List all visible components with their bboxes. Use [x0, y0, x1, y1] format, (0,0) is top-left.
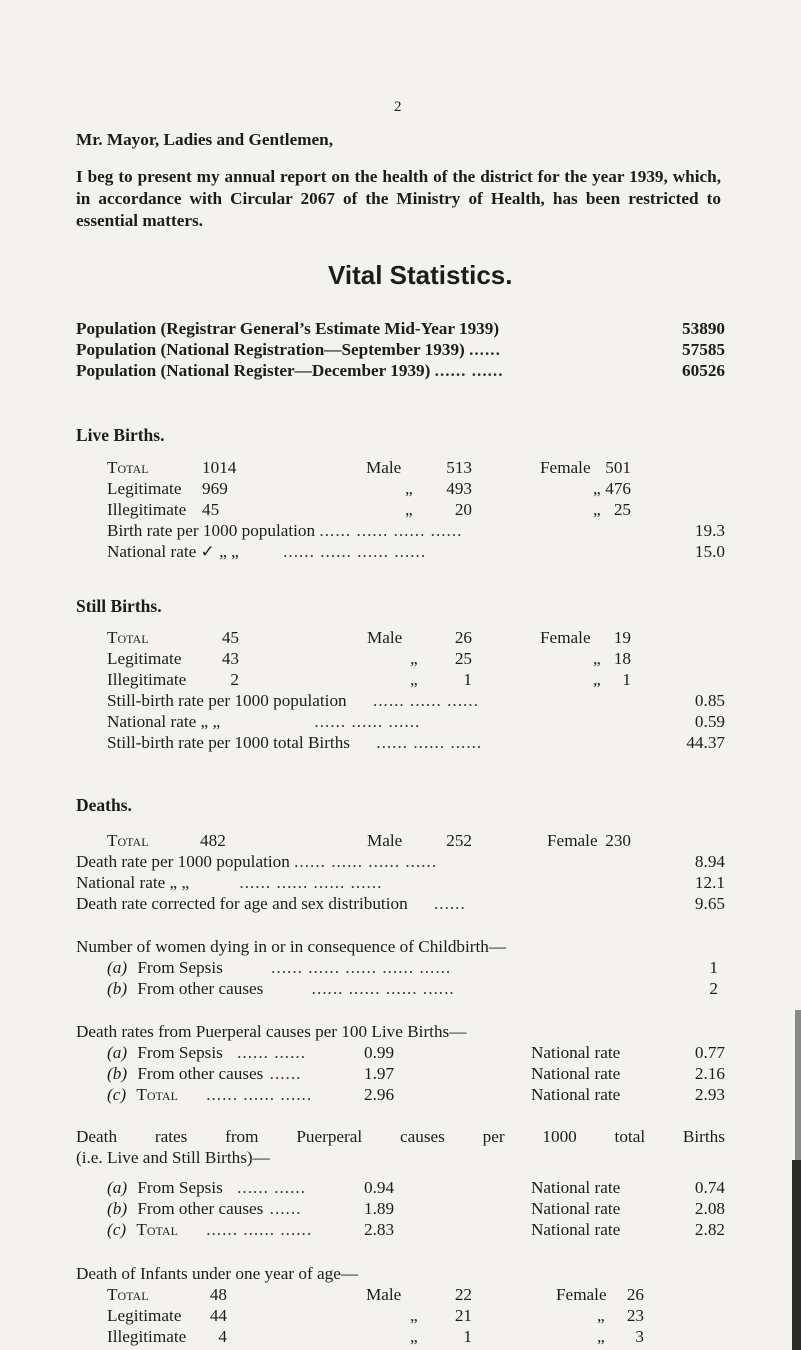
- item-label: From Sepsis: [137, 1043, 223, 1062]
- item-value: 2.83: [364, 1220, 395, 1239]
- rate-label: National rate ✓ „ „: [107, 542, 239, 561]
- female-label: Female: [556, 1285, 607, 1304]
- female-value: 501: [605, 458, 631, 477]
- male-value: 1: [463, 1327, 472, 1346]
- rate-row: [107, 691, 479, 711]
- male-value: 513: [446, 458, 472, 477]
- section-title: Vital Statistics.: [328, 260, 513, 290]
- male-label: „: [410, 649, 418, 668]
- item-key: (b): [107, 1199, 128, 1218]
- national-rate-label: National rate: [531, 1178, 621, 1197]
- intro-word: Death: [76, 1127, 118, 1146]
- male-value: 252: [446, 831, 472, 850]
- intro-paragraph: I beg to present my annual report on the health of the district for the year 1939, which, in accordance with Circular 2067 of the Ministry of Health, has been restricted to essential matters.: [76, 167, 721, 230]
- female-label: „: [597, 1306, 605, 1325]
- female-label: „: [593, 670, 601, 689]
- rate-value: 12.1: [694, 873, 725, 892]
- leader-dots: ...... ...... ...... ......: [283, 542, 427, 561]
- rate-label: National rate „ „: [107, 712, 221, 731]
- rate-row: [107, 733, 482, 753]
- population-row: [76, 361, 504, 381]
- leader-dots: ...... ...... ...... ...... ......: [271, 958, 452, 977]
- childbirth-intro: Number of women dying in or in consequence of Childbirth—: [76, 937, 507, 956]
- rate-label: Death rate per 1000 population: [76, 852, 290, 871]
- leader-dots: ...... ...... ...... ......: [294, 852, 438, 871]
- male-label: „: [405, 500, 413, 519]
- row-number: 43: [221, 649, 239, 668]
- page-edge-shadow: [792, 1160, 801, 1350]
- leader-dots: ......: [433, 894, 466, 913]
- item-label: From other causes: [137, 1199, 264, 1218]
- item-value: 0.99: [364, 1043, 395, 1062]
- national-rate-label: National rate: [531, 1064, 621, 1083]
- population-label: Population (Registrar General’s Estimate Mid-Year 1939): [76, 319, 500, 338]
- item-key: (b): [107, 1064, 128, 1083]
- male-label: „: [410, 1306, 418, 1325]
- item-value: 1: [709, 958, 718, 977]
- row-number: 4: [218, 1327, 227, 1346]
- item-key: (c): [107, 1220, 127, 1239]
- row-number: 969: [202, 479, 228, 498]
- item-key: (b): [107, 979, 128, 998]
- leader-dots: ...... ...... ......: [206, 1085, 313, 1104]
- leader-dots: ...... ......: [237, 1178, 306, 1197]
- national-rate-value: 2.82: [694, 1220, 725, 1239]
- list-item: [107, 1043, 306, 1063]
- page-edge-shadow-top: [795, 1010, 801, 1160]
- row-number: 2: [230, 670, 239, 689]
- item-value: 0.94: [364, 1178, 395, 1197]
- intro-word: total: [614, 1127, 646, 1146]
- population-row: [76, 319, 499, 339]
- leader-dots: ......: [269, 1199, 302, 1218]
- leader-dots: ...... ...... ...... ......: [239, 873, 383, 892]
- item-value: 1.97: [364, 1064, 395, 1083]
- national-rate-value: 0.74: [694, 1178, 725, 1197]
- female-label: Female: [547, 831, 598, 850]
- row-label: Total: [107, 1285, 149, 1304]
- rate-row: [76, 873, 382, 893]
- item-label: From Sepsis: [137, 958, 223, 977]
- row-label: Illegitimate: [107, 670, 187, 689]
- row-label: Total: [107, 628, 149, 647]
- item-label: From Sepsis: [137, 1178, 223, 1197]
- female-label: „: [593, 649, 601, 668]
- puerperal-live-intro: Death rates from Puerperal causes per 100 Live Births—: [76, 1022, 467, 1041]
- female-label: „: [597, 1327, 605, 1346]
- population-value: 60526: [682, 361, 725, 380]
- intro-word: from: [225, 1127, 259, 1146]
- leader-dots: ...... ...... ...... ......: [311, 979, 455, 998]
- list-item: [107, 979, 455, 999]
- item-label: From other causes: [137, 1064, 264, 1083]
- item-label: From other causes: [137, 979, 264, 998]
- intro-word: per: [482, 1127, 505, 1146]
- national-rate-value: 0.77: [694, 1043, 725, 1062]
- item-value: 1.89: [364, 1199, 395, 1218]
- intro-word: 1000: [542, 1127, 577, 1146]
- intro-word: rates: [154, 1127, 188, 1146]
- national-rate-label: National rate: [531, 1085, 621, 1104]
- male-label: Male: [366, 1285, 402, 1304]
- female-value: 1: [622, 670, 631, 689]
- rate-row: [107, 542, 426, 562]
- national-rate-label: National rate: [531, 1199, 621, 1218]
- leader-dots: ...... ...... ......: [376, 733, 483, 752]
- rate-value: 44.37: [686, 733, 725, 752]
- rate-value: 9.65: [694, 894, 725, 913]
- population-label: Population (National Register—December 1939): [76, 361, 431, 380]
- female-value: 26: [626, 1285, 644, 1304]
- row-number: 48: [209, 1285, 227, 1304]
- male-value: 22: [454, 1285, 472, 1304]
- leader-dots: ......: [469, 340, 501, 359]
- list-item: [107, 1178, 306, 1198]
- rate-row: [107, 712, 420, 732]
- row-number: 44: [209, 1306, 227, 1325]
- male-label: Male: [366, 458, 402, 477]
- male-label: Male: [367, 628, 403, 647]
- rate-value: 8.94: [694, 852, 725, 871]
- rate-row: [107, 521, 462, 541]
- national-rate-label: National rate: [531, 1220, 621, 1239]
- rate-value: 15.0: [694, 542, 725, 561]
- female-label: Female: [540, 458, 591, 477]
- male-value: 493: [446, 479, 472, 498]
- population-value: 57585: [682, 340, 725, 359]
- female-label: „: [593, 500, 601, 519]
- population-row: [76, 340, 501, 360]
- infants-intro: Death of Infants under one year of age—: [76, 1264, 359, 1283]
- deaths-heading: Deaths.: [76, 795, 132, 815]
- page-number: 2: [394, 99, 402, 115]
- rate-label: Birth rate per 1000 population: [107, 521, 316, 540]
- row-label: Illegitimate: [107, 500, 187, 519]
- item-label: Total: [136, 1220, 178, 1239]
- row-number: 45: [202, 500, 220, 519]
- item-key: (c): [107, 1085, 127, 1104]
- row-number: 1014: [202, 458, 237, 477]
- leader-dots: ...... ...... ......: [372, 691, 479, 710]
- national-rate-label: National rate: [531, 1043, 621, 1062]
- male-value: 25: [454, 649, 472, 668]
- item-key: (a): [107, 958, 128, 977]
- female-value: 476: [605, 479, 631, 498]
- list-item: [107, 1064, 301, 1084]
- male-label: „: [405, 479, 413, 498]
- intro-word: Puerperal: [296, 1127, 363, 1146]
- male-value: 1: [463, 670, 472, 689]
- national-rate-value: 2.16: [694, 1064, 725, 1083]
- male-label: „: [410, 670, 418, 689]
- rate-label: National rate „ „: [76, 873, 190, 892]
- intro-word: causes: [399, 1127, 445, 1146]
- female-value: 18: [613, 649, 631, 668]
- list-item: [107, 1085, 312, 1105]
- leader-dots: ...... ...... ......: [206, 1220, 313, 1239]
- list-item: [107, 958, 451, 978]
- rate-value: 0.59: [694, 712, 725, 731]
- item-value: 2: [709, 979, 718, 998]
- female-value: 23: [626, 1306, 644, 1325]
- list-item: [107, 1220, 312, 1240]
- rate-label: Still-birth rate per 1000 total Births: [107, 733, 350, 752]
- population-label: Population (National Registration—September 1939): [76, 340, 465, 359]
- row-label: Legitimate: [107, 479, 182, 498]
- row-label: Legitimate: [107, 1306, 182, 1325]
- leader-dots: ...... ...... ...... ......: [319, 521, 463, 540]
- male-value: 20: [454, 500, 472, 519]
- leader-dots: ...... ......: [237, 1043, 306, 1062]
- rate-row: [76, 852, 437, 872]
- male-value: 21: [454, 1306, 472, 1325]
- male-label: „: [410, 1327, 418, 1346]
- male-label: Male: [367, 831, 403, 850]
- national-rate-value: 2.93: [694, 1085, 725, 1104]
- female-value: 3: [635, 1327, 644, 1346]
- still-births-heading: Still Births.: [76, 596, 162, 616]
- female-value: 230: [605, 831, 631, 850]
- rate-value: 0.85: [694, 691, 725, 710]
- live-births-heading: Live Births.: [76, 425, 165, 445]
- puerperal-total-intro-line2: (i.e. Live and Still Births)—: [76, 1148, 270, 1167]
- item-key: (a): [107, 1178, 128, 1197]
- item-value: 2.96: [364, 1085, 395, 1104]
- rate-row: [76, 894, 466, 914]
- puerperal-total-intro: [76, 1127, 725, 1147]
- salutation: Mr. Mayor, Ladies and Gentlemen,: [76, 130, 334, 149]
- rate-label: Death rate corrected for age and sex distribution: [76, 894, 408, 913]
- female-value: 25: [613, 500, 631, 519]
- female-label: Female: [540, 628, 591, 647]
- leader-dots: ......: [269, 1064, 302, 1083]
- leader-dots: ...... ......: [434, 361, 504, 380]
- row-number: 45: [221, 628, 239, 647]
- row-label: Total: [107, 458, 149, 477]
- item-label: Total: [136, 1085, 178, 1104]
- male-value: 26: [454, 628, 472, 647]
- intro-word: Births: [682, 1127, 725, 1146]
- leader-dots: ...... ...... ......: [314, 712, 421, 731]
- rate-label: Still-birth rate per 1000 population: [107, 691, 347, 710]
- rate-value: 19.3: [694, 521, 725, 540]
- population-value: 53890: [682, 319, 725, 338]
- row-label: Legitimate: [107, 649, 182, 668]
- item-key: (a): [107, 1043, 128, 1062]
- female-label: „: [593, 479, 601, 498]
- row-label: Illegitimate: [107, 1327, 187, 1346]
- row-label: Total: [107, 831, 149, 850]
- list-item: [107, 1199, 301, 1219]
- female-value: 19: [613, 628, 631, 647]
- national-rate-value: 2.08: [694, 1199, 725, 1218]
- row-number: 482: [200, 831, 226, 850]
